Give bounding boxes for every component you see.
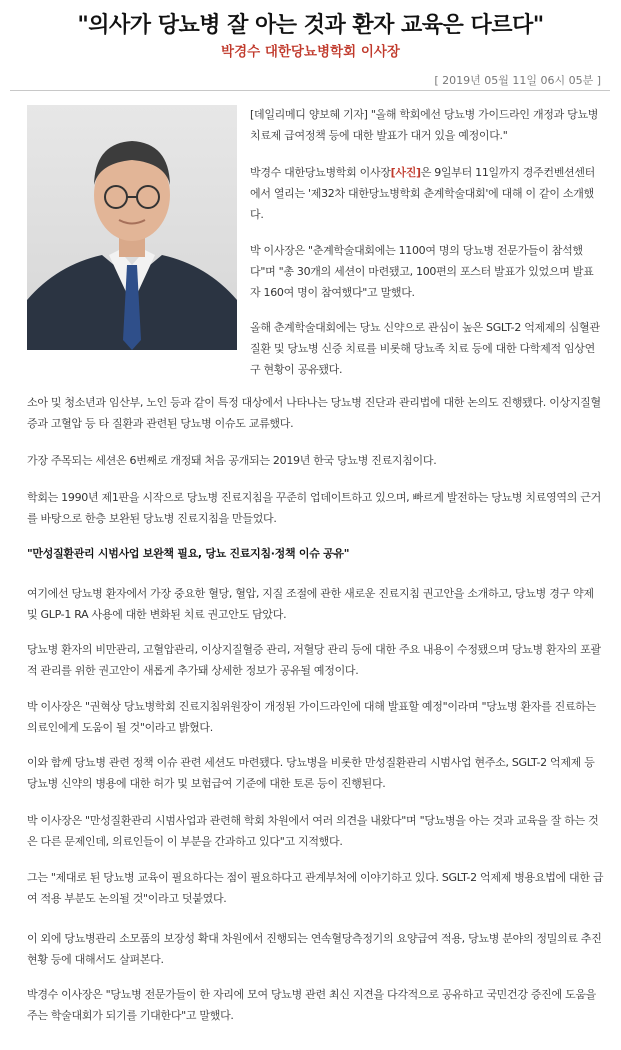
paragraph: 당뇨병 환자의 비만관리, 고혈압관리, 이상지질혈증 관리, 저혈당 관리 등에 대한 주요 내용이 수정됐으며 당뇨병 환자의 포괄적 관리를 위한 권고안이 새롭게 추가돼 상세한 정보가 공유될 예정이다.: [27, 643, 601, 677]
paragraph: 박 이사장은 "만성질환관리 시범사업과 관련해 학회 차원에서 여러 의견을 내왔다"며 "당뇨병을 아는 것과 교육을 잘 하는 것은 다른 문제인데, 의료인들이 이 부분을 간과하고 있다"고 지적했다.: [27, 814, 599, 848]
photo-tag: [사진]: [390, 166, 421, 179]
paragraph: 소아 및 청소년과 임산부, 노인 등과 같이 특정 대상에서 나타나는 당뇨병 진단과 관리법에 대한 논의도 진행됐다. 이상지질혈증과 고혈압 등 타 질환과 관련된 당뇨병 이슈도 교류했다.: [27, 396, 601, 430]
paragraph: 이 외에 당뇨병관리 소모품의 보장성 확대 차원에서 진행되는 연속혈당측정기의 요양급여 적용, 당뇨병 분야의 정밀의료 추진 현황 등에 대해서도 살펴본다.: [27, 932, 602, 966]
article-date: [ 2019년 05월 11일 06시 05분 ]: [434, 74, 601, 87]
paragraph-lede: [데일리메디 양보혜 기자] "올해 학회에선 당뇨병 가이드라인 개정과 당뇨병치료제 급여정책 등에 대한 발표가 대거 있을 예정이다.": [250, 108, 599, 142]
paragraph: 가장 주목되는 세션은 6번째로 개정돼 처음 공개되는 2019년 한국 당뇨병 진료지침이다.: [27, 454, 437, 467]
paragraph: 그는 "제대로 된 당뇨병 교육이 필요하다는 점이 필요하다고 관계부처에 이야기하고 있다. SGLT-2 억제제 병용요법에 대한 급여 적용 부분도 논의될 것"이라고 덧붙였다.: [27, 871, 604, 905]
portrait-photo: [27, 105, 237, 350]
section-subheading: "만성질환관리 시범사업 보완책 필요, 당뇨 진료지침·정책 이슈 공유": [27, 547, 350, 560]
paragraph: 박 이사장은 "춘계학술대회에는 1100여 명의 당뇨병 전문가들이 참석했다"며 "총 30개의 세션이 마련됐고, 100편의 포스터 발표가 있었으며 발표자 160여 명이 참여했다"고 말했다.: [250, 244, 594, 299]
intro-rest: 은 9일부터 11일까지 경주컨벤션센터에서 열리는 '제32차 대한당뇨병학회 춘계학술대회'에 대해 이 같이 소개했다.: [250, 166, 595, 221]
paragraph: 올해 춘계학술대회에는 당뇨 신약으로 관심이 높은 SGLT-2 억제제의 심혈관질환 및 당뇨병 신증 치료를 비롯해 당뇨족 치료 등에 대한 다학제적 임상연구 현황이 공유됐다.: [250, 321, 600, 376]
intro-lead: 박경수 대한당뇨병학회 이사장: [250, 166, 391, 179]
paragraph: 이와 함께 당뇨병 관련 정책 이슈 관련 세션도 마련됐다. 당뇨병을 비롯한 만성질환관리 시범사업 현주소, SGLT-2 억제제 등 당뇨병 신약의 병용에 대한 허가 및 보험급여 기준에 대한 토론 등이 진행된다.: [27, 756, 595, 790]
paragraph: 박경수 이사장은 "당뇨병 전문가들이 한 자리에 모여 당뇨병 관련 최신 지견을 다각적으로 공유하고 국민건강 증진에 도움을 주는 학술대회가 되기를 기대한다"고 말했다.: [27, 988, 597, 1022]
paragraph-intro: [250, 162, 602, 225]
portrait-illustration: [27, 105, 237, 350]
article-subtitle: 박경수 대한당뇨병학회 이사장: [221, 44, 400, 60]
header-divider: [10, 90, 610, 91]
paragraph: 학회는 1990년 제1판을 시작으로 당뇨병 진료지침을 꾸준히 업데이트하고 있으며, 빠르게 발전하는 당뇨병 치료영역의 근거를 바탕으로 한층 보완된 당뇨병 진료지침을 만들었다.: [27, 491, 601, 525]
article-title: "의사가 당뇨병 잘 아는 것과 환자 교육은 다르다": [77, 13, 544, 38]
paragraph: 박 이사장은 "권혁상 당뇨병학회 진료지침위원장이 개정된 가이드라인에 대해 발표할 예정"이라며 "당뇨병 환자를 진료하는 의료인에게 도움이 될 것"이라고 밝혔다.: [27, 700, 596, 734]
paragraph: 여기에선 당뇨병 환자에서 가장 중요한 혈당, 혈압, 지질 조절에 관한 새로운 진료지침 권고안을 소개하고, 당뇨병 경구 약제 및 GLP-1 RA 사용에 대한 변화된 치료 권고안도 담았다.: [27, 587, 594, 621]
